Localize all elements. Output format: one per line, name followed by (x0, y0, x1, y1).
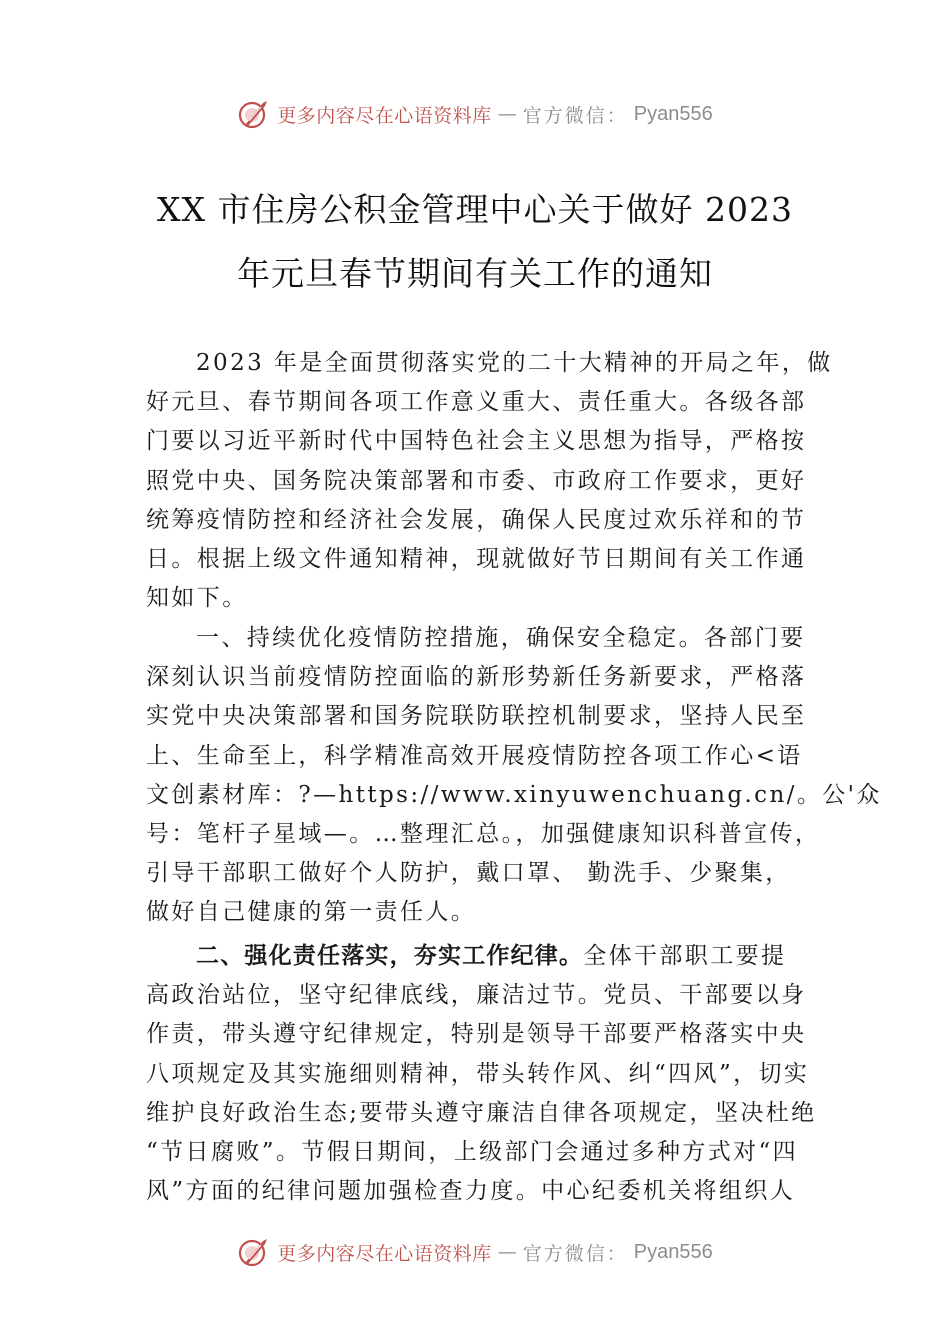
document-title-line-2: 年元旦春节期间有关工作的通知 (237, 254, 713, 293)
text-line: 维护良好政治生态;要带头遵守廉洁自律各项规定，坚决杜绝 (146, 1099, 817, 1126)
quill-pen-logo-icon (237, 97, 271, 131)
banner-separator: — (497, 103, 517, 125)
text-line: 文创素材库：?—https://www.xinyuwenchuang.cn/。公'众 (146, 781, 882, 808)
text-line: 八项规定及其实施细则精神，带头转作风、纠“四风”，切实 (146, 1060, 810, 1087)
quill-pen-logo-icon (237, 1235, 271, 1269)
text-line: 引导干部职工做好个人防护，戴口罩、 勤洗手、少聚集， (146, 860, 791, 887)
wechat-id: Pyan556 (633, 1240, 713, 1263)
text-line: 统筹疫情防控和经济社会发展，确保人民度过欢乐祥和的节 (146, 506, 807, 533)
paragraph-section-1 (146, 619, 882, 933)
text-line: 上、生命至上，科学精准高效开展疫情防控各项工作心<语 (146, 742, 803, 769)
text-line: 照党中央、国务院决策部署和市委、市政府工作要求，更好 (146, 467, 807, 494)
wechat-label: 官方微信： (522, 104, 628, 127)
promo-text: 更多内容尽在心语资料库 (277, 1242, 492, 1265)
top-watermark-banner (0, 94, 950, 134)
section-2-heading: 二、强化责任落实，夯实工作纪律。 (196, 943, 584, 969)
text-line: 门要以习近平新时代中国特色社会主义思想为指导，严格按 (146, 428, 807, 455)
paragraph-intro (146, 344, 833, 618)
wechat-id: Pyan556 (633, 102, 713, 125)
wechat-label: 官方微信： (522, 1242, 628, 1265)
text-line: 日。根据上级文件通知精神，现就做好节日期间有关工作通 (146, 546, 807, 573)
section-2-first-line-rest: 全体干部职工要提 (583, 943, 787, 969)
text-line: 深刻认识当前疫情防控面临的新形势新任务新要求，严格落 (146, 664, 807, 691)
text-line: 2023 年是全面贯彻落实党的二十大精神的开局之年，做 (196, 350, 833, 376)
text-line: 风”方面的纪律问题加强检查力度。中心纪委机关将组织人 (146, 1178, 796, 1205)
text-line: 好元旦、春节期间各项工作意义重大、责任重大。各级各部 (146, 389, 807, 416)
banner-separator: — (497, 1241, 517, 1263)
paragraph-section-2 (146, 937, 817, 1211)
text-line (146, 937, 812, 976)
text-line: 作责，带头遵守纪律规定，特别是领导干部要严格落实中央 (146, 1021, 807, 1048)
text-line: 实党中央决策部署和国务院联防联控机制要求，坚持人民至 (146, 703, 807, 730)
text-line: 做好自己健康的第一责任人。 (146, 899, 477, 926)
text-line: 号：笔杆子星域—。…整理汇总。，加强健康知识科普宣传， (146, 821, 821, 848)
text-line: 一、持续优化疫情防控措施，确保安全稳定。各部门要 (196, 625, 806, 651)
text-line: “节日腐败”。节假日期间，上级部门会通过多种方式对“四 (146, 1139, 799, 1166)
bottom-watermark-banner (0, 1232, 950, 1272)
text-line: 高政治站位，坚守纪律底线，廉洁过节。党员、干部要以身 (146, 982, 807, 1009)
promo-text: 更多内容尽在心语资料库 (277, 104, 492, 127)
document-title-line-1: XX 市住房公积金管理中心关于做好 2023 (157, 190, 793, 229)
text-line: 知如下。 (146, 585, 248, 612)
